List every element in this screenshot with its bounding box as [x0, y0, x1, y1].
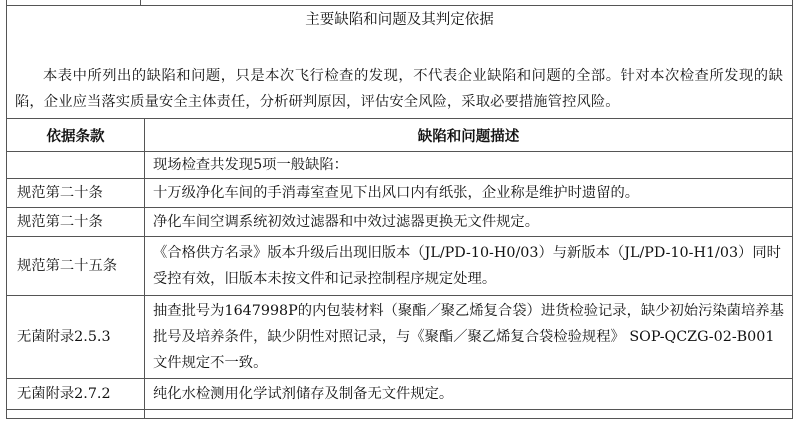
basis-cell: 规范第二十五条 — [7, 237, 145, 296]
table-row — [7, 379, 793, 410]
table-row — [7, 152, 793, 179]
description-cell: 净化车间空调系统初效过滤器和中效过滤器更换无文件规定。 — [145, 208, 793, 237]
table-row-partial — [7, 410, 793, 419]
section-title: 主要缺陷和问题及其判定依据 — [6, 6, 793, 34]
description-cell: 抽查批号为1647998P的内包装材料（聚酯／聚乙烯复合袋）进货检验记录，缺少初始污染菌培养基批号及培养条件，缺少阴性对照记录，与《聚酯／聚乙烯复合袋检验规程》 SOP-QCZG-02-B001文件规定不一致。 — [145, 296, 793, 379]
basis-cell: 无菌附录2.7.2 — [7, 379, 145, 410]
table-row — [7, 208, 793, 237]
header-basis: 依据条款 — [7, 119, 145, 152]
basis-cell — [7, 152, 145, 179]
intro-paragraph: 本表中所列出的缺陷和问题，只是本次飞行检查的发现，不代表企业缺陷和问题的全部。针对本次检查所发现的缺陷，企业应当落实质量安全主体责任，分析研判原因，评估安全风险，采取必要措施管控风险。 — [15, 68, 783, 110]
basis-cell: 无菌附录2.5.3 — [7, 296, 145, 379]
intro-block — [6, 34, 793, 118]
summary-cell: 现场检查共发现5项一般缺陷： — [145, 152, 793, 179]
defects-table — [6, 118, 793, 419]
table-row — [7, 237, 793, 296]
header-description: 缺陷和问题描述 — [145, 119, 793, 152]
description-cell: 纯化水检测用化学试剂储存及制备无文件规定。 — [145, 379, 793, 410]
table-header-row — [7, 119, 793, 152]
description-cell: 《合格供方名录》版本升级后出现旧版本（JL/PD-10-H0/03）与新版本（JL/PD-10-H1/03）同时受控有效，旧版本未按文件和记录控制程序规定处理。 — [145, 237, 793, 296]
basis-cell: 规范第二十条 — [7, 179, 145, 208]
table-row — [7, 296, 793, 379]
inspection-document — [6, 0, 793, 447]
basis-cell: 规范第二十条 — [7, 208, 145, 237]
table-row — [7, 179, 793, 208]
description-cell: 十万级净化车间的手消毒室查见下出风口内有纸张，企业称是维护时遗留的。 — [145, 179, 793, 208]
